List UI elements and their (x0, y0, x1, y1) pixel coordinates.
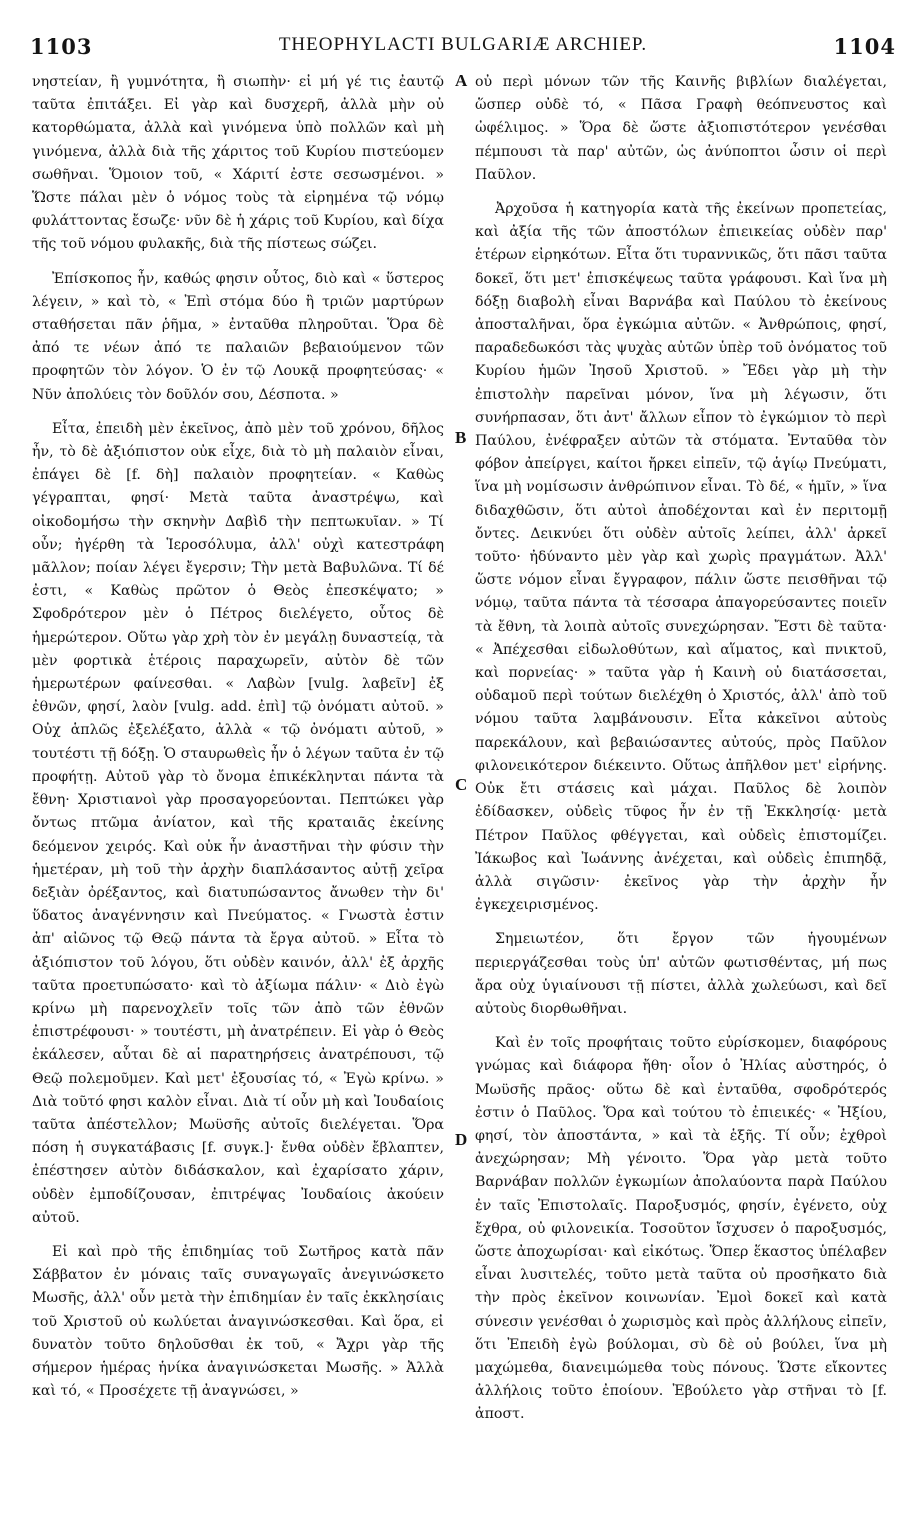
paragraph: Εἰ καὶ πρὸ τῆς ἐπιδημίας τοῦ Σωτῆρος κατὰ πᾶν Σάββατον ἐν μόναις ταῖς συναγωγαῖς ἀνεγινώσκετο Μωσῆς, ἀλλ' οὖν μετὰ τὴν ἐπιδημίαν ἐν ταῖς ἐκκλησίαις τοῦ Χριστοῦ οὐ κωλύεται ἀναγινώσκεσθαι. Καὶ ὅρα, εἰ δυνατὸν τοῦτο δηλοῦσθαι ἐκ τοῦ, « Ἄχρι γὰρ τῆς σήμερον ἡμέρας ἡνίκα ἀναγινώσκεται Μωσῆς. » Ἀλλὰ καὶ τό, « Προσέχετε τῇ ἀναγνώσει, » (32, 1243, 444, 1400)
section-marker-b: B (455, 428, 467, 447)
paragraph: Καὶ ἐν τοῖς προφήταις τοῦτο εὑρίσκομεν, διαφόρους γνώμας καὶ διάφορα ἤθη· οἷον ὁ Ἠλίας αὐστηρός, ὁ Μωϋσῆς πρᾶος· οὕτω δὲ καὶ ἐνταῦθα, σφοδρότερός ἐστιν ὁ Παῦλος. Ὅρα καὶ τούτου τὸ ἐπιεικές· « Ἠξίου, φησί, τὸν ἀποστάντα, » καὶ τὰ ἑξῆς. Τί οὖν; ἐχθροὶ ἀνεχώρησαν; Μὴ γένοιτο. Ὅρα γὰρ μετὰ τοῦτο Βαρνάβαν πολλῶν ἐγκωμίων ἀπολαύοντα παρὰ Παύλου ἐν ταῖς Ἐπιστολαῖς. Παροξυσμός, φησίν, ἐγένετο, οὐχ ἔχθρα, οὐ φιλονεικία. Τοσοῦτον ἴσχυσεν ὁ παροξυσμός, ὥστε ἀποχωρίσαι· καὶ εἰκότως. Ὅπερ ἕκαστος ὑπέλαβεν εἶναι λυσιτελές, τοῦτο μετὰ ταῦτα οὐ προσῆκατο διὰ τὴν πρὸς ἐκεῖνον κοινωνίαν. Ἐμοὶ δοκεῖ καὶ κατὰ σύνεσιν γενέσθαι ὁ χωρισμὸς καὶ πρὸς ἀλλήλους εἰπεῖν, ὅτι Ἐπειδὴ ἐγὼ βούλομαι, σὺ δὲ οὐ βούλει, ἵνα μὴ μαχώμεθα, διανειμώμεθα τοὺς πόνους. Ὥστε εἴκοντες ἀλλήλοις τοῦτο ἐποίουν. Ἐβούλετο γὰρ στῆναι τὸ [f. ἀποστ. (475, 1035, 887, 1423)
right-column (475, 71, 887, 1427)
section-marker-a: A (455, 71, 468, 90)
paragraph: Ἀρχοῦσα ἡ κατηγορία κατὰ τῆς ἐκείνων προπετείας, καὶ ἀξία τῆς τῶν ἀποστόλων ἐπιεικείας οὐδὲν παρ' ἑτέρων εἰρηκότων. Εἶτα ὅτι τυραννικῶς, ὅτι πᾶσι ταῦτα δοκεῖ, ὅτι μετ' ἐπισκέψεως ταῦτα γράφουσι. Καὶ ἵνα μὴ δόξῃ διαβολὴ εἶναι Βαρνάβα καὶ Παύλου τὸ ἐκείνους ἀποσταλῆναι, ὅρα ἐγκώμια αὐτῶν. « Ἀνθρώποις, φησί, παραδεδωκόσι τὰς ψυχὰς αὐτῶν ὑπὲρ τοῦ ὀνόματος τοῦ Κυρίου ἡμῶν Ἰησοῦ Χριστοῦ. » Ἔδει γὰρ μὴ τὴν ἐπιστολὴν παρεῖναι μόνον, ἵνα μὴ λέγωσιν, ὅτι συνήρπασαν, ὅτι ἀντ' ἄλλων εἶπον τὸ ἐγκώμιον τὸ περὶ Παύλου, ἐνέφραξεν αὐτῶν τὰ στόματα. Ἐνταῦθα τὸν φόβον ἀπείργει, καίτοι ἤρκει εἰπεῖν, τῷ ἁγίῳ Πνεύματι, ἵνα μὴ νομίσωσιν ἀνθρώπινον εἶναι. Τὸ δέ, « ἡμῖν, » ἵνα διδαχθῶσιν, ὅτι αὐτοὶ ἀποδέχονται καὶ ἐν περιτομῇ ὄντες. Δεικνύει ὅτι οὐδὲν αὐτοῖς λείπει, ἀλλ' ἀρκεῖ τοῦτο· ἠδύναντο μὲν γὰρ καὶ χωρὶς πραγμάτων. Ἀλλ' ὥστε νόμον εἶναι ἔγγραφον, πάλιν ὥστε πεισθῆναι τῷ νόμῳ, ταῦτα πάντα τὰ τέσσαρα ἀπαγορεύσαντες ποιεῖν τὰ ἔθνη, τὰ λοιπὰ αὐτοῖς συνεχώρησαν. Ἔστι δὲ ταῦτα· « Ἀπέχεσθαι εἰδωλοθύτων, καὶ αἵματος, καὶ πνικτοῦ, καὶ πορνείας· » ταῦτα γὰρ ἡ Καινὴ οὐ διατάσσεται, οὐδαμοῦ περὶ τούτων διελέχθη ὁ Χριστός, ἀλλ' ἀπὸ τοῦ νόμου ταῦτα λαμβάνουσιν. Εἶτα κἀκεῖνοι αὐτοὺς παρεκάλουν, καὶ βεβαιώσαντες αὐτούς, πρὸς Παῦλον φιλονεικότερον διέκειντο. Οὕτως ἀπῆλθον μετ' εἰρήνης. Οὐκ ἔτι στάσεις καὶ μάχαι. Παῦλος δὲ λοιπὸν ἐδίδασκεν, οὐδεὶς τῦφος ἦν ἐν τῇ Ἐκκλησίᾳ· μετὰ Πέτρον Παῦλος φθέγγεται, καὶ οὐδεὶς ἐπιστομίζει. Ἰάκωβος καὶ Ἰωάννης ἀνέχεται, καὶ οὐδεὶς ἐπιπηδᾷ, ἀλλὰ σιγῶσιν· ἐκεῖνος γὰρ τὴν ἀρχὴν ἦν ἐγκεχειρισμένος. (475, 201, 887, 914)
paragraph: Ἐπίσκοπος ἦν, καθώς φησιν οὗτος, διὸ καὶ « ὕστερος λέγειν, » καὶ τὸ, « Ἐπὶ στόμα δύο ἢ τριῶν μαρτύρων σταθήσεται πᾶν ῥῆμα, » ἐνταῦθα πληροῦται. Ὅρα δὲ ἀπό τε νέων ἀπό τε παλαιῶν βεβαιούμενον τῶν προφητῶν τὸν λόγον. Ὁ ἐν τῷ Λουκᾷ προφητεύσας· « Νῦν ἀπολύεις τὸν δοῦλόν σου, Δέσποτα. » (32, 270, 444, 403)
left-column (32, 71, 444, 1403)
paragraph: νηστείαν, ἢ γυμνότητα, ἢ σιωπὴν· εἰ μή γέ τις ἐαυτῷ ταῦτα ἐπιτάξει. Εἰ γὰρ καὶ δυσχερῆ, ἀλλὰ μὴν οὐ κατορθώματα, ἀλλὰ καὶ γινόμενα ὑπὸ πολλῶν καὶ μὴ γινόμενα, ἀλλὰ διὰ τῆς χάριτος τοῦ Κυρίου πιστεύομεν σωθῆναι. Ὅμοιον τοῦ, « Χάριτί ἐστε σεσωσμένοι. » Ὥστε πάλαι μὲν ὁ νόμος τοὺς τὰ εἰρημένα τῷ νόμῳ φυλάττοντας ἔσωζε· νῦν δὲ ἡ χάρις τοῦ Κυρίου, καὶ δίχα τῆς τοῦ νόμου φυλακῆς, διὰ τῆς πίστεως σώζει. (32, 74, 444, 253)
page-number-left: 1103 (30, 34, 93, 59)
page-number-right: 1104 (833, 34, 896, 59)
running-title: THEOPHYLACTI BULGARIÆ ARCHIEP. (278, 34, 648, 55)
paragraph: Σημειωτέον, ὅτι ἔργον τῶν ἡγουμένων περιεργάζεσθαι τοὺς ὑπ' αὐτῶν φωτισθέντας, μή πως ἄρα οὐχ ὑγιαίνουσι τῇ πίστει, ἀλλὰ χωλεύωσι, καὶ δεῖ αὐτοὺς διορθωθῆναι. (475, 931, 887, 1017)
paragraph: Εἶτα, ἐπειδὴ μὲν ἐκεῖνος, ἀπὸ μὲν τοῦ χρόνου, δῆλος ἦν, τὸ δὲ ἀξιόπιστον οὐκ εἶχε, διὰ τὸ μὴ παλαιὸν εἶναι, ἐπάγει δὲ [f. δὴ] παλαιὸν προφητείαν. « Καθὼς γέγραπται, φησί· Μετὰ ταῦτα ἀναστρέψω, καὶ οἰκοδομήσω τὴν σκηνὴν Δαβὶδ τὴν πεπτωκυῖαν. » Τί οὖν; ἠγέρθη τὰ Ἱεροσόλυμα, ἀλλ' οὐχὶ κατεστράφη μᾶλλον; ποίαν λέγει ἔγερσιν; Τὴν μετὰ Βαβυλῶνα. Τί δέ ἐστι, « Καθὼς πρῶτον ὁ Θεὸς ἐπεσκέψατο; » Σφοδρότερον μὲν ὁ Πέτρος διελέγετο, οὗτος δὲ ἡμερώτερον. Οὕτω γὰρ χρὴ τὸν ἐν μεγάλῃ δυναστείᾳ, τὰ μὲν φορτικὰ ἑτέροις παραχωρεῖν, αὐτὸν δὲ τῶν ἡμερωτέρων φαίνεσθαι. « Λαβὼν [vulg. λαβεῖν] ἐξ ἐθνῶν, φησί, λαὸν [vulg. add. ἐπὶ] τῷ ὀνόματι αὐτοῦ. » Οὐχ ἁπλῶς ἐξελέξατο, ἀλλὰ « τῷ ὀνόματι αὐτοῦ, » τουτέστι τῇ δόξῃ. Ὁ σταυρωθεὶς ἦν ὁ λέγων ταῦτα ἐν τῷ προφήτῃ. Αὐτοῦ γὰρ τὸ ὄνομα ἐπικέκληνται πάντα τὰ ἔθνη· Χριστιανοὶ γὰρ προσαγορεύονται. Πεπτώκει γὰρ ὄντως πτῶμα ἀνίατον, καὶ τῆς κραταιᾶς ἐκείνης δεόμενον χειρός. Καὶ οὐκ ἦν ἀναστῆναι τὴν φύσιν τὴν ἡμετέραν, μὴ τοῦ τὴν ἀρχὴν διαπλάσαντος αὐτῇ χεῖρα δεξιὰν ὀρέξαντος, καὶ διατυπώσαντος ἄνωθεν τὴν δι' ὕδατος ἀναγέννησιν καὶ Πνεύματος. « Γνωστὰ ἐστιν ἀπ' αἰῶνος τῷ Θεῷ πάντα τὰ ἔργα αὐτοῦ. » Εἶτα τὸ ἀξιόπιστον τοῦ λόγου, ὅτι οὐδὲν καινόν, ἀλλ' ἐξ ἀρχῆς ταῦτα προετυπώσατο· καὶ τὸ ἀξίωμα πάλιν· « Διὸ ἐγὼ κρίνω μὴ παρενοχλεῖν τοῖς τῶν ἀπὸ τῶν ἐθνῶν ἐπιστρέφουσι· » τουτέστι, μὴ ἀνατρέπειν. Εἰ γὰρ ὁ Θεὸς ἐκάλεσεν, αὗται δὲ αἱ παρατηρήσεις ἀνατρέπουσι, τῷ Θεῷ πολεμοῦμεν. Καὶ μετ' ἐξουσίας τό, « Ἐγὼ κρίνω. » Διὰ τοῦτό φησι καλὸν εἶναι. Διὰ τί οὖν μὴ καὶ Ἰουδαίοις ταῦτα ἀπέστελλον; Μωϋσῆς αὐτοῖς διελέγεται. Ὅρα πόση ἡ συγκατάβασις [f. συγκ.]· ἔνθα οὐδὲν ἔβλαπτεν, ἐπέστησεν αὐτὸν διδάσκαλον, καὶ ἐχαρίσατο χάριν, οὐδὲν ἐμποδίζουσαν, ἐπιτρέψας Ἰουδαίοις ἀκούειν αὐτοῦ. (32, 420, 444, 1226)
paragraph: οὐ περὶ μόνων τῶν τῆς Καινῆς βιβλίων διαλέγεται, ὥσπερ οὐδὲ τό, « Πᾶσα Γραφὴ θεόπνευστος καὶ ὠφέλιμος. » Ὅρα δὲ ὥστε ἀξιοπιστότερον γενέσθαι πέμπουσι τὰ παρ' αὐτῶν, ὡς ἀνύποπτοι ὦσιν οἱ περὶ Παῦλον. (475, 74, 887, 183)
running-header (30, 34, 896, 64)
section-marker-d: D (455, 1130, 468, 1149)
section-marker-c: C (455, 775, 468, 794)
